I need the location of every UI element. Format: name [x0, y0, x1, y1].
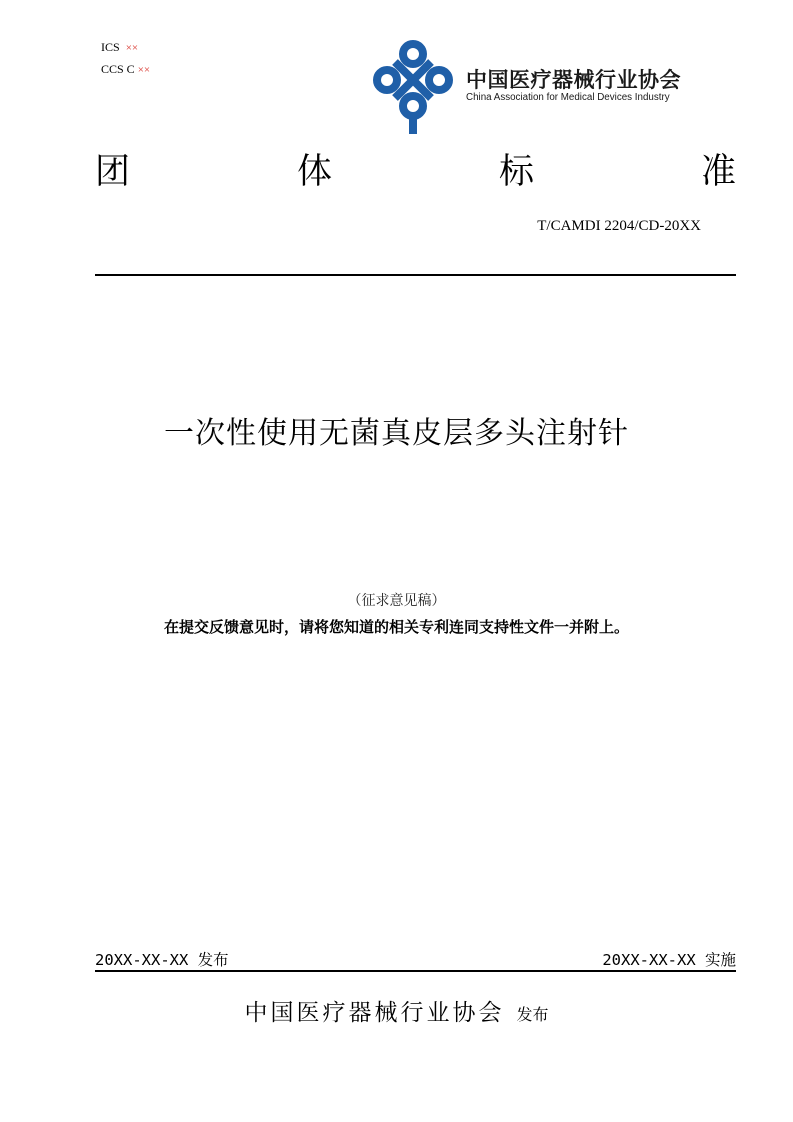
ccs-code — [101, 62, 150, 77]
publisher-name: 中国医疗器械行业协会 — [244, 1000, 505, 1026]
publisher — [0, 994, 793, 1027]
ccs-value: ×× — [137, 64, 151, 76]
category-char: 准 — [700, 152, 736, 192]
ics-value: ×× — [125, 42, 139, 54]
ccs-label: CCS C — [101, 62, 135, 76]
footer-divider — [95, 970, 736, 972]
header-divider — [95, 274, 736, 276]
implement-date: 20XX-XX-XX 实施 — [602, 951, 736, 969]
category-char: 体 — [296, 152, 332, 192]
ics-code — [101, 40, 138, 55]
category-char: 团 — [95, 152, 131, 192]
org-name-cn: 中国医疗器械行业协会 — [466, 68, 681, 92]
association-logo-icon — [373, 40, 453, 136]
publisher-suffix: 发布 — [516, 1005, 549, 1024]
ics-label: ICS — [101, 40, 120, 54]
org-name-en: China Association for Medical Devices Industry — [466, 92, 670, 103]
publish-date: 20XX-XX-XX 发布 — [95, 951, 229, 969]
category-char: 标 — [498, 152, 534, 192]
patent-notice: 在提交反馈意见时，请将您知道的相关专利连同支持性文件一并附上。 — [163, 618, 629, 636]
standard-category — [95, 144, 736, 194]
document-title: 一次性使用无菌真皮层多头注射针 — [164, 416, 629, 451]
draft-label: （征求意见稿） — [347, 593, 446, 609]
standard-number: T/CAMDI 2204/CD-20XX — [537, 218, 701, 234]
